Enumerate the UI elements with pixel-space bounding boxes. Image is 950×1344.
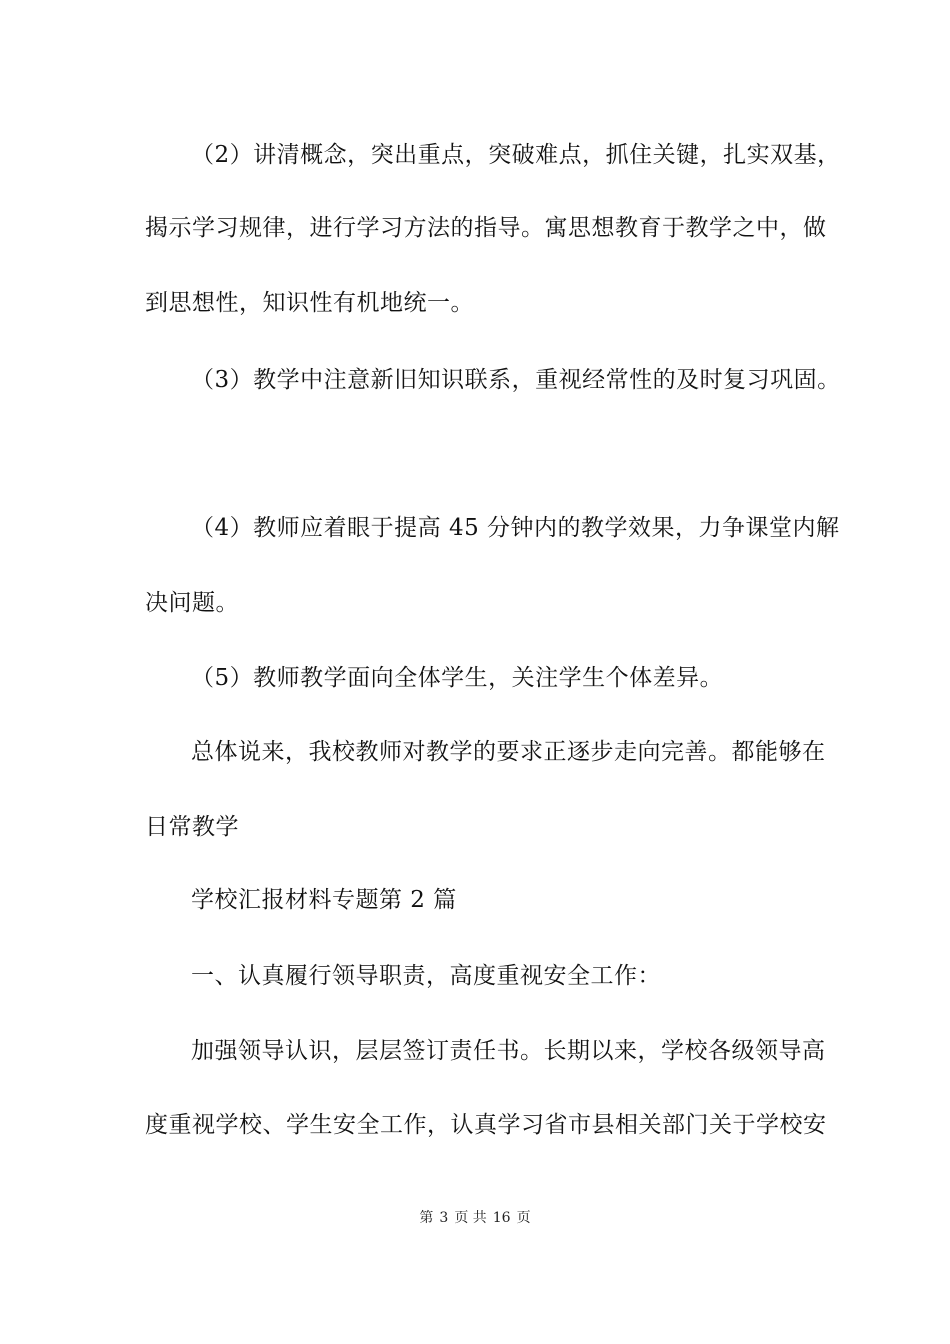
footer-mid: 页 共 [454, 1210, 487, 1226]
footer-total-pages: 16 [492, 1210, 511, 1226]
paragraph-line: 到思想性，知识性有机地统一。 [145, 290, 474, 316]
paragraph-line: 揭示学习规律，进行学习方法的指导。寓思想教育于教学之中，做 [145, 215, 827, 241]
paragraph-line: 总体说来，我校教师对教学的要求正逐步走向完善。都能够在 [191, 739, 826, 765]
section-heading: 学校汇报材料专题第 2 篇 [191, 887, 457, 913]
paragraph-line: （4）教师应着眼于提高 45 分钟内的教学效果，力争课堂内解 [191, 515, 840, 541]
footer-current-page: 3 [439, 1210, 449, 1226]
page-footer [0, 1208, 950, 1228]
paragraph-line: （2）讲清概念，突出重点，突破难点，抓住关键，扎实双基， [191, 142, 841, 168]
subsection-heading: 一、认真履行领导职责，高度重视安全工作： [191, 963, 661, 989]
footer-prefix: 第 [419, 1210, 434, 1226]
paragraph-line: （5）教师教学面向全体学生，关注学生个体差异。 [191, 665, 724, 691]
paragraph-line: 加强领导认识，层层签订责任书。长期以来，学校各级领导高 [191, 1038, 826, 1064]
paragraph-line: 决问题。 [145, 590, 239, 616]
paragraph-line: 度重视学校、学生安全工作，认真学习省市县相关部门关于学校安 [145, 1112, 827, 1138]
paragraph-line: （3）教学中注意新旧知识联系，重视经常性的及时复习巩固。 [191, 367, 841, 393]
paragraph-line: 日常教学 [145, 814, 239, 840]
footer-suffix: 页 [516, 1210, 531, 1226]
